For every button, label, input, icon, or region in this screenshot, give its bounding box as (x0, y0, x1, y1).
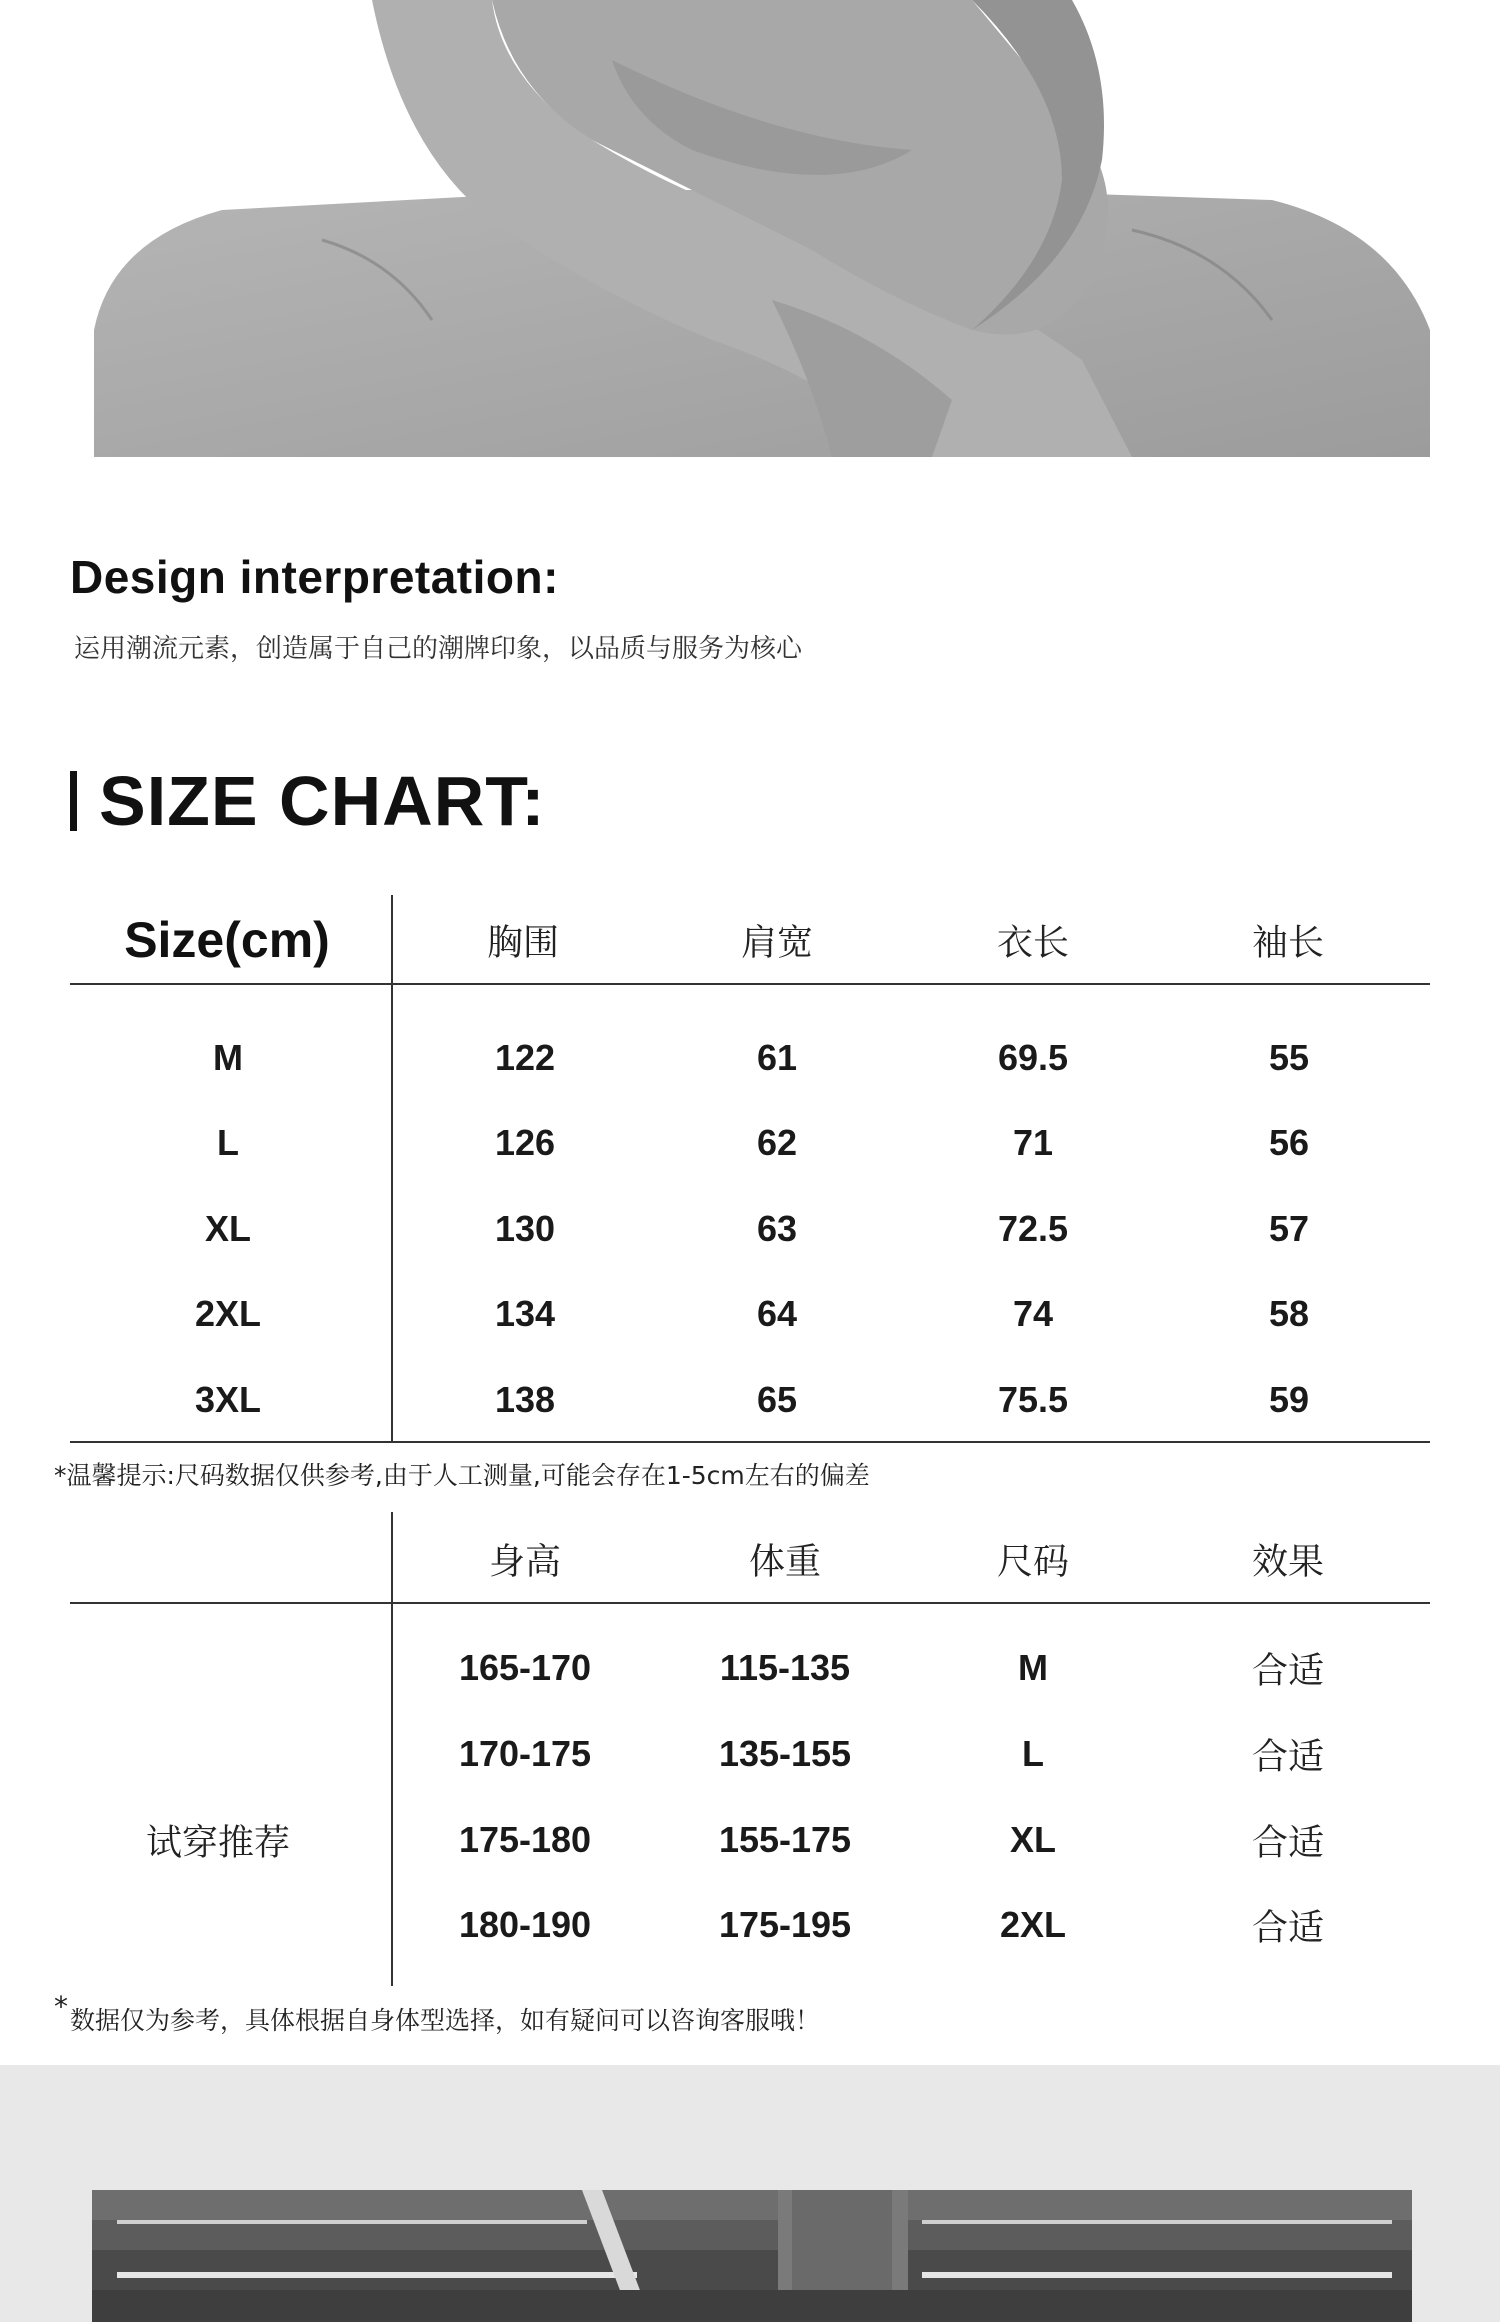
size-cell: 2XL (194, 1293, 262, 1334)
size-cell: 71 (1012, 1122, 1054, 1163)
size-cell: XL (204, 1208, 252, 1249)
size-cell: 58 (1268, 1293, 1310, 1334)
size-cell: M (213, 1037, 243, 1078)
fit-header-size: 尺码 (996, 1541, 1070, 1583)
size-cell: 55 (1268, 1037, 1310, 1078)
size-header-sleeve: 袖长 (1251, 922, 1325, 964)
size-cell: 134 (494, 1293, 556, 1334)
size-cell: 74 (1012, 1293, 1054, 1334)
size-cell: 59 (1268, 1379, 1310, 1420)
fit-cell: 合适 (1251, 1650, 1325, 1692)
fit-cell: L (1022, 1733, 1044, 1774)
size-table-header-rule (70, 983, 1430, 985)
fit-note-star: * (54, 1990, 68, 2023)
size-cell: 72.5 (997, 1208, 1069, 1249)
size-cell: 61 (756, 1037, 798, 1078)
fit-cell: 170-175 (458, 1733, 592, 1774)
fit-cell: M (1018, 1647, 1048, 1688)
size-cell: 65 (756, 1379, 798, 1420)
fit-header-weight: 体重 (748, 1541, 822, 1583)
design-title: Design interpretation: (70, 551, 559, 603)
size-header-length: 衣长 (996, 922, 1070, 964)
fit-cell: 155-175 (718, 1819, 852, 1860)
size-cell: 69.5 (997, 1037, 1069, 1078)
size-cell: 122 (494, 1037, 556, 1078)
fit-cell: 合适 (1251, 1822, 1325, 1864)
fit-table-divider-v (391, 1512, 393, 1986)
fit-cell: 115-135 (719, 1647, 851, 1688)
size-chart-note: *温馨提示:尺码数据仅供参考,由于人工测量,可能会存在1-5cm左右的偏差 (54, 1461, 870, 1490)
size-chart-title: SIZE CHART: (99, 762, 546, 840)
size-cell: 64 (756, 1293, 798, 1334)
product-photo-bottom (92, 2190, 1412, 2322)
size-header-size: Size(cm) (124, 912, 330, 968)
fit-cell: 165-170 (458, 1647, 592, 1688)
size-cell: 3XL (194, 1379, 262, 1420)
fit-cell: 2XL (999, 1904, 1067, 1945)
fit-header-effect: 效果 (1251, 1541, 1325, 1583)
design-subtitle: 运用潮流元素，创造属于自己的潮牌印象，以品质与服务为核心 (74, 634, 803, 664)
size-cell: 62 (756, 1122, 798, 1163)
size-cell: 57 (1268, 1208, 1310, 1249)
size-cell: L (217, 1122, 239, 1163)
size-cell: 126 (494, 1122, 556, 1163)
product-photo-top (72, 0, 1430, 457)
fit-cell: 135-155 (718, 1733, 852, 1774)
fit-row-label: 试穿推荐 (145, 1822, 291, 1864)
fit-cell: 180-190 (458, 1904, 592, 1945)
fit-chart-note: 数据仅为参考，具体根据自身体型选择，如有疑问可以咨询客服哦！ (70, 2006, 821, 2035)
fit-cell: 合适 (1251, 1736, 1325, 1778)
size-cell: 138 (494, 1379, 556, 1420)
fit-cell: 合适 (1251, 1907, 1325, 1949)
size-table-bottom-rule (70, 1441, 1430, 1443)
size-cell: 63 (756, 1208, 798, 1249)
size-header-chest: 胸围 (486, 922, 560, 964)
fit-cell: XL (1009, 1819, 1057, 1860)
heading-bar (70, 771, 77, 831)
size-cell: 75.5 (997, 1379, 1069, 1420)
size-table-divider-v (391, 895, 393, 1443)
size-cell: 130 (494, 1208, 556, 1249)
size-chart-heading (70, 762, 546, 840)
fit-cell: 175-180 (458, 1819, 592, 1860)
fit-header-height: 身高 (488, 1541, 562, 1583)
size-cell: 56 (1268, 1122, 1310, 1163)
fit-cell: 175-195 (718, 1904, 852, 1945)
fit-table-header-rule (70, 1602, 1430, 1604)
size-header-shoulder: 肩宽 (740, 922, 814, 964)
